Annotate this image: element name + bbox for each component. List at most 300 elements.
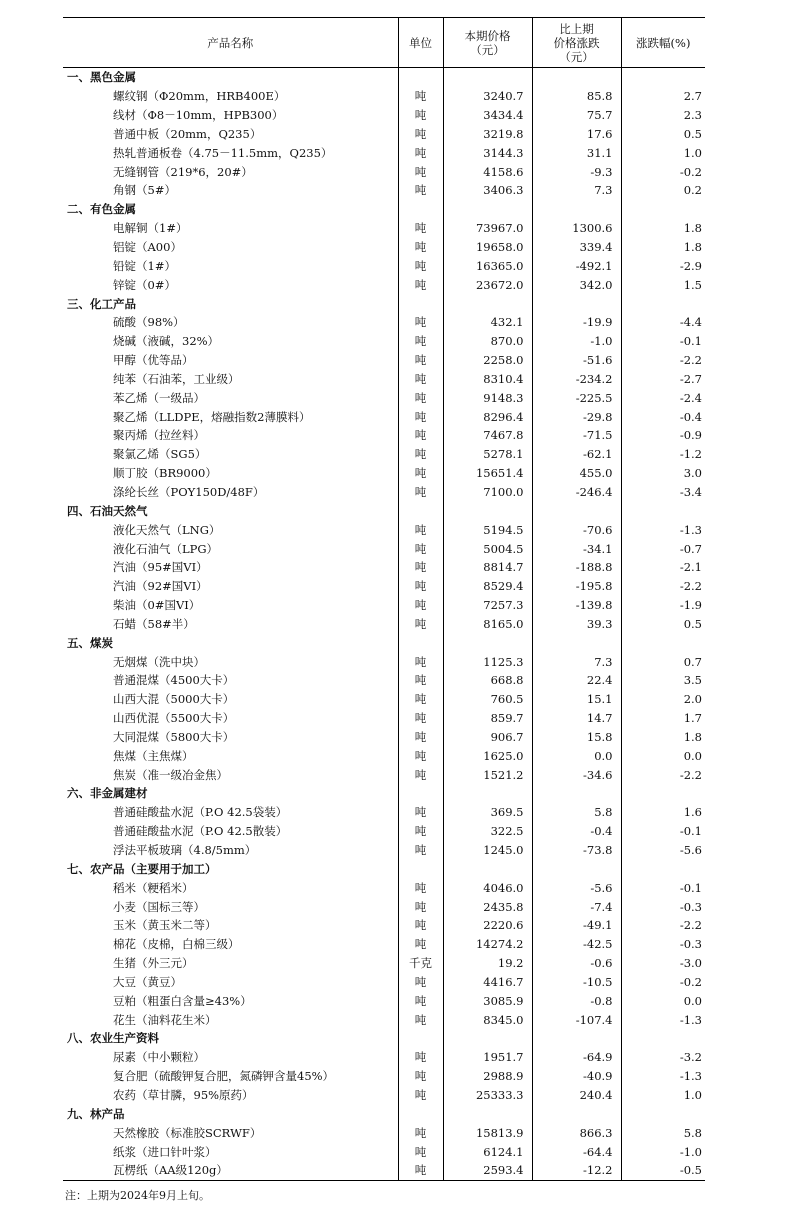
product-name: 复合肥（硫酸钾复合肥，氮磷钾含量45%）	[113, 1069, 335, 1084]
change-cell: -10.5	[532, 973, 621, 992]
pct-cell	[621, 633, 705, 652]
category-label: 九、林产品	[67, 1106, 125, 1121]
price-cell: 19.2	[443, 954, 532, 973]
product-name: 顺丁胶（BR9000）	[113, 466, 217, 481]
table-row	[63, 973, 705, 992]
table-row	[63, 991, 705, 1010]
pct-cell: 0.5	[621, 125, 705, 144]
change-cell: -70.6	[532, 520, 621, 539]
product-name: 汽油（95#国VI）	[113, 560, 208, 575]
change-cell	[532, 501, 621, 520]
change-cell	[532, 859, 621, 878]
unit-cell: 吨	[398, 1048, 443, 1067]
price-cell	[443, 68, 532, 87]
table-row	[63, 671, 705, 690]
change-cell: 14.7	[532, 709, 621, 728]
change-cell: 7.3	[532, 652, 621, 671]
change-cell: -29.8	[532, 407, 621, 426]
unit-cell: 吨	[398, 238, 443, 257]
change-cell	[532, 784, 621, 803]
unit-cell: 吨	[398, 1067, 443, 1086]
pct-cell	[621, 68, 705, 87]
product-name: 普通硅酸盐水泥（P.O 42.5散装）	[113, 824, 288, 839]
table-row	[63, 1048, 705, 1067]
price-cell: 15651.4	[443, 464, 532, 483]
product-name: 山西大混（5000大卡）	[113, 692, 235, 707]
change-cell	[532, 294, 621, 313]
price-cell: 16365.0	[443, 256, 532, 275]
category-label: 二、有色金属	[67, 202, 136, 217]
table-row	[63, 351, 705, 370]
change-cell: -34.6	[532, 765, 621, 784]
unit-cell: 吨	[398, 539, 443, 558]
price-cell: 15813.9	[443, 1123, 532, 1142]
unit-cell: 吨	[398, 1086, 443, 1105]
table-row	[63, 313, 705, 332]
table-row	[63, 464, 705, 483]
price-cell: 369.5	[443, 803, 532, 822]
pct-cell: -1.3	[621, 520, 705, 539]
change-cell: 339.4	[532, 238, 621, 257]
change-cell: -5.6	[532, 878, 621, 897]
change-cell: -64.4	[532, 1142, 621, 1161]
product-name: 石蜡（58#半）	[113, 616, 195, 631]
pct-cell: 0.0	[621, 991, 705, 1010]
price-cell: 3219.8	[443, 125, 532, 144]
table-row	[63, 181, 705, 200]
price-cell: 6124.1	[443, 1142, 532, 1161]
product-name: 花生（油料花生米）	[113, 1012, 217, 1027]
change-cell	[532, 1104, 621, 1123]
change-cell: 31.1	[532, 143, 621, 162]
unit-cell: 吨	[398, 973, 443, 992]
table-row	[63, 388, 705, 407]
pct-cell	[621, 859, 705, 878]
unit-cell: 吨	[398, 803, 443, 822]
change-cell: -107.4	[532, 1010, 621, 1029]
product-name: 聚氯乙烯（SG5）	[113, 447, 207, 462]
change-cell: -7.4	[532, 897, 621, 916]
price-cell: 906.7	[443, 728, 532, 747]
table-row	[63, 709, 705, 728]
unit-cell	[398, 1029, 443, 1048]
unit-cell: 吨	[398, 614, 443, 633]
product-name: 烧碱（液碱，32%）	[113, 334, 220, 349]
pct-cell: 1.0	[621, 143, 705, 162]
change-cell	[532, 633, 621, 652]
change-cell: 1300.6	[532, 219, 621, 238]
header-product-name: 产品名称	[63, 18, 398, 68]
category-row	[63, 200, 705, 219]
change-cell: 455.0	[532, 464, 621, 483]
pct-cell: -5.6	[621, 841, 705, 860]
pct-cell: -2.7	[621, 370, 705, 389]
unit-cell: 吨	[398, 916, 443, 935]
product-name: 柴油（0#国VI）	[113, 598, 201, 613]
price-cell: 73967.0	[443, 219, 532, 238]
pct-cell: 1.0	[621, 1086, 705, 1105]
price-cell	[443, 784, 532, 803]
table-row	[63, 558, 705, 577]
change-cell: -0.4	[532, 822, 621, 841]
price-cell: 4416.7	[443, 973, 532, 992]
unit-cell: 吨	[398, 464, 443, 483]
product-name: 大同混煤（5800大卡）	[113, 729, 235, 744]
product-name: 玉米（黄玉米二等）	[113, 918, 217, 933]
change-cell: -51.6	[532, 351, 621, 370]
pct-cell: -0.5	[621, 1161, 705, 1180]
unit-cell: 千克	[398, 954, 443, 973]
unit-cell: 吨	[398, 87, 443, 106]
table-row	[63, 238, 705, 257]
product-name: 大豆（黄豆）	[113, 974, 182, 989]
change-cell: -73.8	[532, 841, 621, 860]
table-row	[63, 162, 705, 181]
table-row	[63, 106, 705, 125]
unit-cell: 吨	[398, 256, 443, 275]
change-cell: -49.1	[532, 916, 621, 935]
price-cell: 870.0	[443, 332, 532, 351]
unit-cell: 吨	[398, 106, 443, 125]
price-cell: 2435.8	[443, 897, 532, 916]
pct-cell: -0.3	[621, 897, 705, 916]
price-cell: 322.5	[443, 822, 532, 841]
price-cell: 859.7	[443, 709, 532, 728]
table-row	[63, 954, 705, 973]
unit-cell	[398, 200, 443, 219]
pct-cell: -2.1	[621, 558, 705, 577]
table-row	[63, 577, 705, 596]
price-cell: 8345.0	[443, 1010, 532, 1029]
pct-cell: -1.9	[621, 596, 705, 615]
table-row	[63, 878, 705, 897]
unit-cell	[398, 294, 443, 313]
unit-cell: 吨	[398, 275, 443, 294]
table-row	[63, 256, 705, 275]
pct-cell: 3.5	[621, 671, 705, 690]
pct-cell: -0.4	[621, 407, 705, 426]
price-cell: 25333.3	[443, 1086, 532, 1105]
product-name: 棉花（皮棉，白棉三级）	[113, 937, 240, 952]
unit-cell	[398, 501, 443, 520]
unit-cell: 吨	[398, 351, 443, 370]
unit-cell: 吨	[398, 991, 443, 1010]
category-row	[63, 633, 705, 652]
pct-cell: 2.0	[621, 690, 705, 709]
price-cell: 7467.8	[443, 426, 532, 445]
product-name: 生猪（外三元）	[113, 956, 194, 971]
price-table-container	[63, 17, 705, 1203]
price-cell: 4158.6	[443, 162, 532, 181]
table-row	[63, 219, 705, 238]
change-cell: -64.9	[532, 1048, 621, 1067]
footnote: 注：上期为2024年9月上旬。	[65, 1188, 210, 1202]
table-row	[63, 728, 705, 747]
change-cell: -19.9	[532, 313, 621, 332]
price-cell: 1521.2	[443, 765, 532, 784]
price-cell: 5004.5	[443, 539, 532, 558]
unit-cell: 吨	[398, 1142, 443, 1161]
price-cell: 8529.4	[443, 577, 532, 596]
pct-cell: 0.7	[621, 652, 705, 671]
product-name: 普通硅酸盐水泥（P.O 42.5袋装）	[113, 805, 288, 820]
product-name: 涤纶长丝（POY150D/48F）	[113, 484, 265, 499]
category-row	[63, 68, 705, 87]
change-cell: -139.8	[532, 596, 621, 615]
change-cell: -12.2	[532, 1161, 621, 1180]
price-cell: 3434.4	[443, 106, 532, 125]
price-cell: 2220.6	[443, 916, 532, 935]
pct-cell: -3.2	[621, 1048, 705, 1067]
unit-cell	[398, 68, 443, 87]
pct-cell: -0.1	[621, 332, 705, 351]
product-name: 螺纹钢（Φ20mm，HRB400E）	[113, 89, 286, 104]
table-row	[63, 690, 705, 709]
product-name: 焦煤（主焦煤）	[113, 748, 194, 763]
pct-cell	[621, 200, 705, 219]
price-cell	[443, 294, 532, 313]
table-row	[63, 426, 705, 445]
product-name: 小麦（国标三等）	[113, 899, 205, 914]
product-name: 硫酸（98%）	[113, 315, 185, 330]
unit-cell: 吨	[398, 313, 443, 332]
pct-cell: 1.8	[621, 728, 705, 747]
category-row	[63, 1029, 705, 1048]
change-cell: -62.1	[532, 445, 621, 464]
pct-cell: 0.0	[621, 746, 705, 765]
price-cell: 3240.7	[443, 87, 532, 106]
change-cell: -225.5	[532, 388, 621, 407]
product-name: 农药（草甘膦，95%原药）	[113, 1087, 254, 1102]
pct-cell: 0.2	[621, 181, 705, 200]
change-cell: -246.4	[532, 483, 621, 502]
price-cell: 8814.7	[443, 558, 532, 577]
unit-cell: 吨	[398, 878, 443, 897]
product-name: 无缝钢管（219*6，20#）	[113, 164, 253, 179]
price-cell: 5278.1	[443, 445, 532, 464]
table-row	[63, 483, 705, 502]
header-price-change: 比上期 价格涨跌 （元）	[532, 18, 621, 68]
category-label: 六、非金属建材	[67, 786, 148, 801]
pct-cell: 1.7	[621, 709, 705, 728]
change-cell	[532, 68, 621, 87]
pct-cell: -3.4	[621, 483, 705, 502]
price-cell: 1245.0	[443, 841, 532, 860]
table-row	[63, 652, 705, 671]
pct-cell	[621, 294, 705, 313]
product-name: 汽油（92#国VI）	[113, 579, 208, 594]
product-name: 聚丙烯（拉丝料）	[113, 428, 205, 443]
product-name: 山西优混（5500大卡）	[113, 711, 235, 726]
change-cell: 866.3	[532, 1123, 621, 1142]
unit-cell: 吨	[398, 596, 443, 615]
category-row	[63, 859, 705, 878]
category-row	[63, 294, 705, 313]
price-cell: 14274.2	[443, 935, 532, 954]
change-cell: -71.5	[532, 426, 621, 445]
change-cell: -1.0	[532, 332, 621, 351]
table-row	[63, 370, 705, 389]
change-cell	[532, 200, 621, 219]
price-cell: 8310.4	[443, 370, 532, 389]
change-cell	[532, 1029, 621, 1048]
header-change-percent: 涨跌幅(%)	[621, 18, 705, 68]
unit-cell: 吨	[398, 709, 443, 728]
table-row	[63, 1086, 705, 1105]
pct-cell: -2.4	[621, 388, 705, 407]
product-name: 液化石油气（LPG）	[113, 541, 219, 556]
pct-cell: 0.5	[621, 614, 705, 633]
product-name: 甲醇（优等品）	[113, 353, 194, 368]
pct-cell: -2.2	[621, 351, 705, 370]
unit-cell: 吨	[398, 728, 443, 747]
pct-cell: 2.7	[621, 87, 705, 106]
table-row	[63, 445, 705, 464]
table-row	[63, 1010, 705, 1029]
change-cell: 15.8	[532, 728, 621, 747]
pct-cell: -1.3	[621, 1067, 705, 1086]
pct-cell	[621, 501, 705, 520]
price-cell: 19658.0	[443, 238, 532, 257]
change-cell: -0.8	[532, 991, 621, 1010]
price-cell	[443, 1104, 532, 1123]
pct-cell: 2.3	[621, 106, 705, 125]
unit-cell: 吨	[398, 822, 443, 841]
product-name: 尿素（中小颗粒）	[113, 1050, 205, 1065]
pct-cell: -2.2	[621, 577, 705, 596]
pct-cell: -0.7	[621, 539, 705, 558]
table-row	[63, 539, 705, 558]
change-cell: 15.1	[532, 690, 621, 709]
change-cell: -234.2	[532, 370, 621, 389]
product-name: 焦炭（准一级冶金焦）	[113, 767, 228, 782]
change-cell: 22.4	[532, 671, 621, 690]
unit-cell: 吨	[398, 1161, 443, 1180]
product-name: 铅锭（1#）	[113, 258, 176, 273]
product-name: 浮法平板玻璃（4.8/5mm）	[113, 843, 257, 858]
change-cell: -0.6	[532, 954, 621, 973]
unit-cell: 吨	[398, 558, 443, 577]
price-cell: 23672.0	[443, 275, 532, 294]
pct-cell: -0.3	[621, 935, 705, 954]
unit-cell: 吨	[398, 841, 443, 860]
price-cell	[443, 859, 532, 878]
price-cell	[443, 200, 532, 219]
unit-cell	[398, 1104, 443, 1123]
price-cell: 1951.7	[443, 1048, 532, 1067]
category-label: 三、化工产品	[67, 296, 136, 311]
price-cell: 7257.3	[443, 596, 532, 615]
table-row	[63, 275, 705, 294]
pct-cell: -1.0	[621, 1142, 705, 1161]
unit-cell: 吨	[398, 520, 443, 539]
price-cell: 7100.0	[443, 483, 532, 502]
price-cell: 2988.9	[443, 1067, 532, 1086]
change-cell: 75.7	[532, 106, 621, 125]
category-label: 五、煤炭	[67, 635, 113, 650]
table-body	[63, 68, 705, 1181]
category-label: 八、农业生产资料	[67, 1031, 159, 1046]
unit-cell: 吨	[398, 445, 443, 464]
table-row	[63, 841, 705, 860]
category-label: 七、农产品（主要用于加工）	[67, 861, 217, 876]
pct-cell	[621, 1029, 705, 1048]
product-name: 锌锭（0#）	[113, 277, 176, 292]
unit-cell: 吨	[398, 652, 443, 671]
change-cell: -195.8	[532, 577, 621, 596]
pct-cell: 5.8	[621, 1123, 705, 1142]
table-row	[63, 1123, 705, 1142]
table-row	[63, 596, 705, 615]
product-name: 豆粕（粗蛋白含量≥43%）	[113, 993, 252, 1008]
pct-cell: -1.2	[621, 445, 705, 464]
pct-cell: 1.8	[621, 219, 705, 238]
unit-cell: 吨	[398, 332, 443, 351]
product-name: 天然橡胶（标准胶SCRWF）	[113, 1125, 262, 1140]
category-label: 四、石油天然气	[67, 503, 148, 518]
product-name: 普通混煤（4500大卡）	[113, 673, 235, 688]
price-cell: 4046.0	[443, 878, 532, 897]
unit-cell: 吨	[398, 370, 443, 389]
unit-cell: 吨	[398, 935, 443, 954]
price-cell: 3085.9	[443, 991, 532, 1010]
change-cell: -40.9	[532, 1067, 621, 1086]
unit-cell: 吨	[398, 483, 443, 502]
product-name: 角钢（5#）	[113, 183, 176, 198]
pct-cell: -0.1	[621, 822, 705, 841]
commodity-price-table	[63, 17, 705, 1181]
unit-cell: 吨	[398, 690, 443, 709]
unit-cell: 吨	[398, 1123, 443, 1142]
change-cell: 240.4	[532, 1086, 621, 1105]
pct-cell: -3.0	[621, 954, 705, 973]
change-cell: 342.0	[532, 275, 621, 294]
unit-cell: 吨	[398, 181, 443, 200]
change-cell: -188.8	[532, 558, 621, 577]
product-name: 铝锭（A00）	[113, 240, 182, 255]
table-row	[63, 916, 705, 935]
change-cell: 17.6	[532, 125, 621, 144]
table-row	[63, 746, 705, 765]
table-row	[63, 332, 705, 351]
change-cell: -34.1	[532, 539, 621, 558]
product-name: 纯苯（石油苯，工业级）	[113, 371, 240, 386]
change-cell: -9.3	[532, 162, 621, 181]
price-cell: 9148.3	[443, 388, 532, 407]
product-name: 液化天然气（LNG）	[113, 522, 221, 537]
price-cell: 2258.0	[443, 351, 532, 370]
category-label: 一、黑色金属	[67, 70, 136, 85]
category-row	[63, 784, 705, 803]
change-cell: 7.3	[532, 181, 621, 200]
unit-cell: 吨	[398, 897, 443, 916]
price-cell	[443, 501, 532, 520]
product-name: 苯乙烯（一级品）	[113, 390, 205, 405]
unit-cell: 吨	[398, 671, 443, 690]
pct-cell: -2.2	[621, 765, 705, 784]
table-row	[63, 614, 705, 633]
price-cell: 760.5	[443, 690, 532, 709]
pct-cell	[621, 784, 705, 803]
pct-cell: 1.8	[621, 238, 705, 257]
product-name: 无烟煤（洗中块）	[113, 654, 205, 669]
table-row	[63, 520, 705, 539]
change-cell: 39.3	[532, 614, 621, 633]
unit-cell: 吨	[398, 162, 443, 181]
table-row	[63, 935, 705, 954]
pct-cell: -2.9	[621, 256, 705, 275]
price-cell: 8296.4	[443, 407, 532, 426]
